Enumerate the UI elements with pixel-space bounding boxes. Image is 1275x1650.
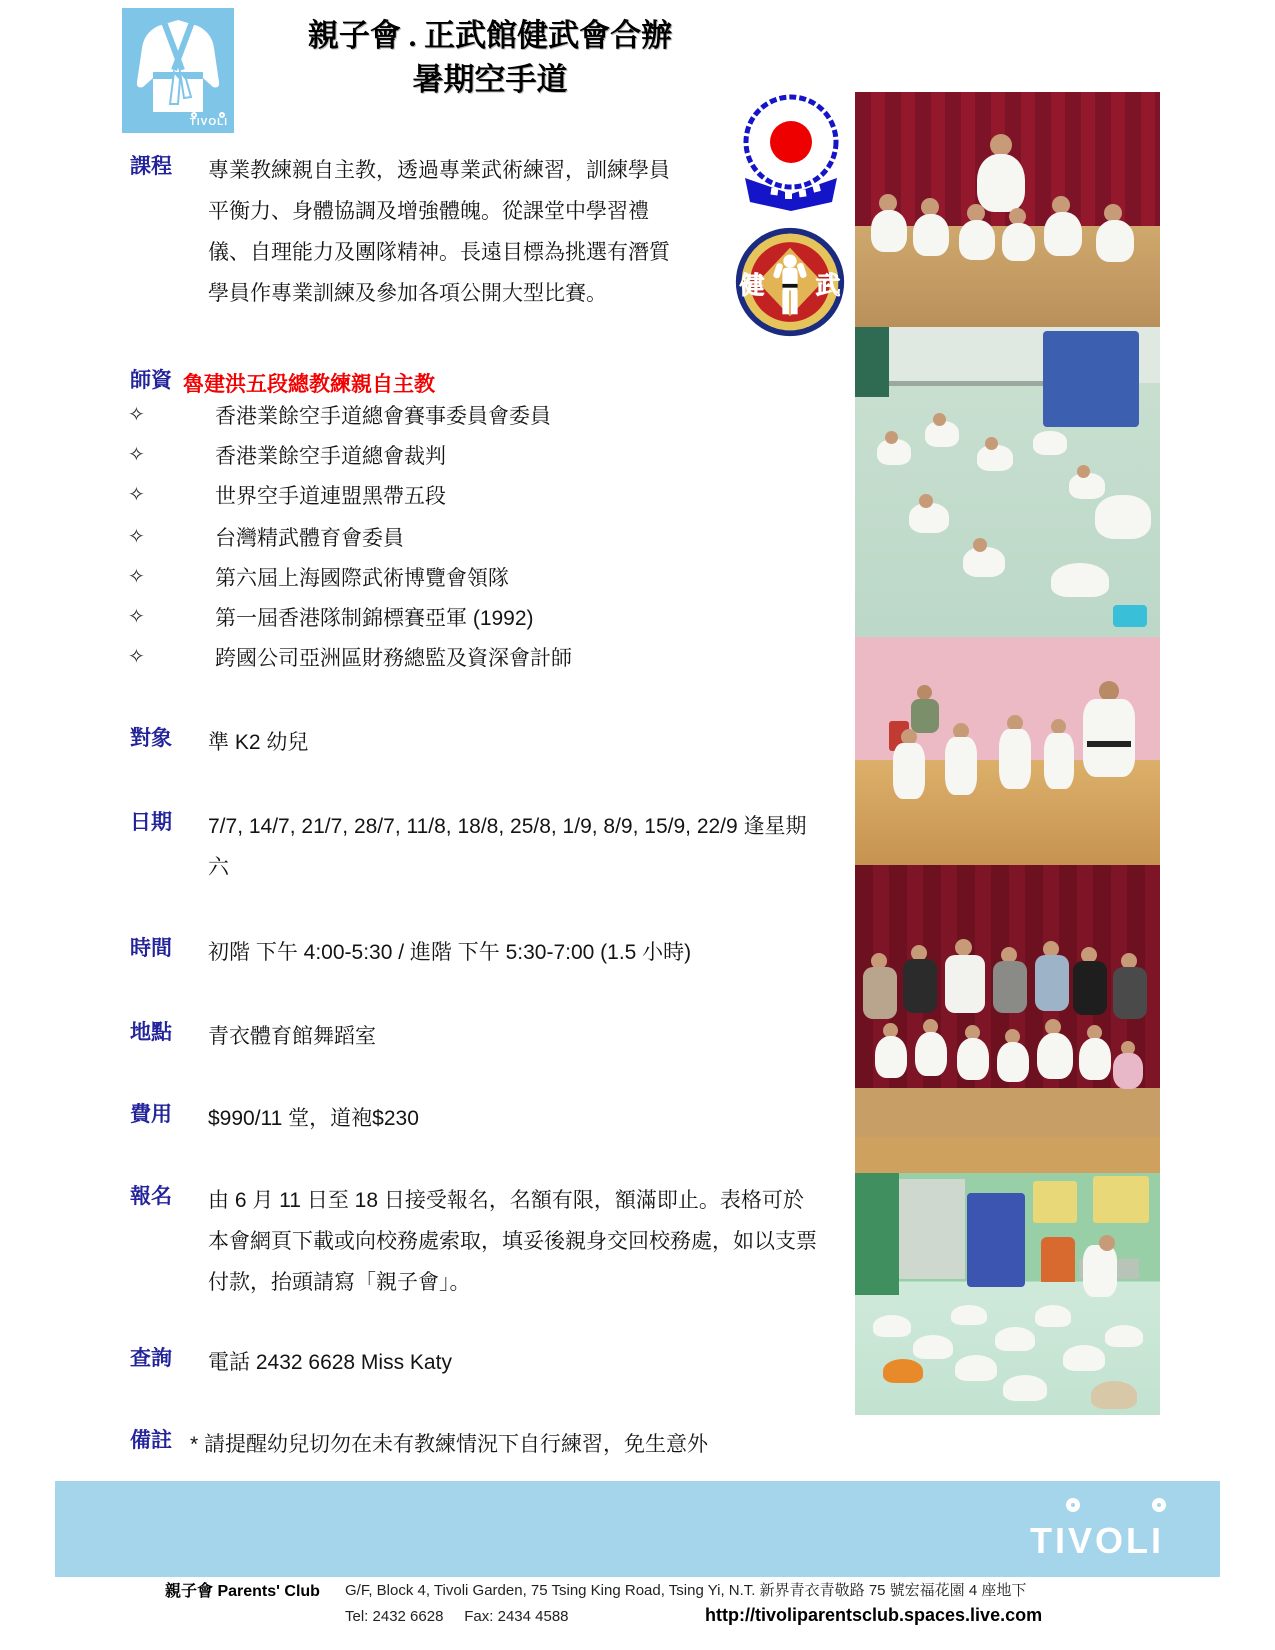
- enrol-text: 由 6 月 11 日至 18 日接受報名，名額有限，額滿即止。表格可於本會網頁下載或向校務處索取，填妥後親身交回校務處，如以支票付款，抬頭請寫「親子會」。: [208, 1189, 817, 1294]
- target-text: 準 K2 幼兒: [208, 731, 309, 754]
- section-label-time: 時間: [130, 937, 172, 960]
- time-text: 初階 下午 4:00-5:30 / 進階 下午 5:30-7:00 (1.5 小時): [208, 941, 692, 964]
- title-line-1: 親子會 . 正武館健武會合辦: [307, 18, 673, 53]
- footer-org-name: 親子會 Parents' Club: [165, 1583, 320, 1600]
- venue-text: 青衣體育館舞蹈室: [208, 1025, 376, 1048]
- section-label-enrol: 報名: [130, 1185, 172, 1208]
- section-label-fee: 費用: [130, 1103, 172, 1126]
- course-text: 專業教練親自主教，透過專業武術練習，訓練學員平衡力、身體協調及增強體魄。從課堂中學習禮儀、自理能力及團隊精神。長遠目標為挑選有潛質學員作專業訓練及參加各項公開大型比賽。: [208, 159, 670, 305]
- page-title: [250, 14, 730, 102]
- seibukan-dojo-badge-icon: [733, 90, 849, 212]
- footer-fax: Fax: 2434 4588: [464, 1608, 569, 1625]
- section-label-instructor: 師資: [130, 369, 172, 392]
- diamond-bullet-icon: ✧: [128, 444, 145, 466]
- kenbu-left-character: 健: [739, 272, 765, 300]
- dates-text: 7/7, 14/7, 21/7, 28/7, 11/8, 18/8, 25/8, 1/9, 8/9, 15/9, 22/9 逢星期六: [208, 815, 807, 879]
- tivoli-dot-icon: [1152, 1498, 1166, 1512]
- section-label-dates: 日期: [130, 811, 172, 834]
- instructor-credential: 香港業餘空手道總會賽事委員會委員: [215, 405, 551, 428]
- section-label-course: 課程: [130, 155, 172, 178]
- tivoli-mini-wordmark: TIVOLI: [190, 117, 228, 128]
- tivoli-dots-icon: [191, 110, 229, 121]
- title-line-2: 暑期空手道: [412, 62, 568, 97]
- photo-stretching: [855, 327, 1160, 637]
- diamond-bullet-icon: ✧: [128, 566, 145, 588]
- fee-text: $990/11 堂，道袍$230: [208, 1107, 419, 1130]
- instructor-headline: 魯建洪五段總教練親自主教: [183, 373, 435, 396]
- instructor-credential: 跨國公司亞洲區財務總監及資深會計師: [215, 647, 572, 670]
- section-label-venue: 地點: [130, 1021, 172, 1044]
- section-label-target: 對象: [130, 727, 172, 750]
- enquiry-text: 電話 2432 6628 Miss Katy: [208, 1351, 452, 1374]
- instructor-credential: 第六屆上海國際武術博覽會領隊: [215, 567, 509, 590]
- tivoli-wordmark: TIVOLI: [1030, 1498, 1210, 1568]
- photo-bowing-practice: [855, 1137, 1160, 1415]
- instructor-credential: 香港業餘空手道總會裁判: [215, 445, 446, 468]
- diamond-bullet-icon: ✧: [128, 646, 145, 668]
- tivoli-dot-icon: [1066, 1498, 1080, 1512]
- footer-address: G/F, Block 4, Tivoli Garden, 75 Tsing King Road, Tsing Yi, N.T. 新界青衣青敬路 75 號宏福花園 4 座地下: [345, 1582, 1027, 1599]
- footer-tel-fax: [345, 1608, 569, 1625]
- diamond-bullet-icon: ✧: [128, 404, 145, 426]
- kenbu-club-badge-icon: [733, 225, 847, 339]
- diamond-bullet-icon: ✧: [128, 484, 145, 506]
- parents-club-logo: [122, 8, 234, 133]
- footer-url: http://tivoliparentsclub.spaces.live.com: [705, 1605, 1043, 1625]
- section-label-remarks: 備註: [130, 1429, 172, 1452]
- instructor-credential: 台灣精武體育會委員: [215, 527, 404, 550]
- kenbu-right-character: 武: [815, 272, 841, 300]
- diamond-bullet-icon: ✧: [128, 526, 145, 548]
- instructor-credential: 世界空手道連盟黑帶五段: [215, 485, 446, 508]
- footer-tel: Tel: 2432 6628: [345, 1608, 444, 1625]
- instructor-credential: 第一屆香港隊制錦標賽亞軍 (1992): [215, 607, 534, 630]
- photo-line-practice: [855, 637, 1160, 865]
- section-label-enquiry: 查詢: [130, 1347, 172, 1370]
- diamond-bullet-icon: ✧: [128, 606, 145, 628]
- photo-group-pose: [855, 92, 1160, 327]
- photo-family-group: [855, 865, 1160, 1137]
- remarks-text: * 請提醒幼兒切勿在未有教練情況下自行練習，免生意外: [190, 1433, 709, 1456]
